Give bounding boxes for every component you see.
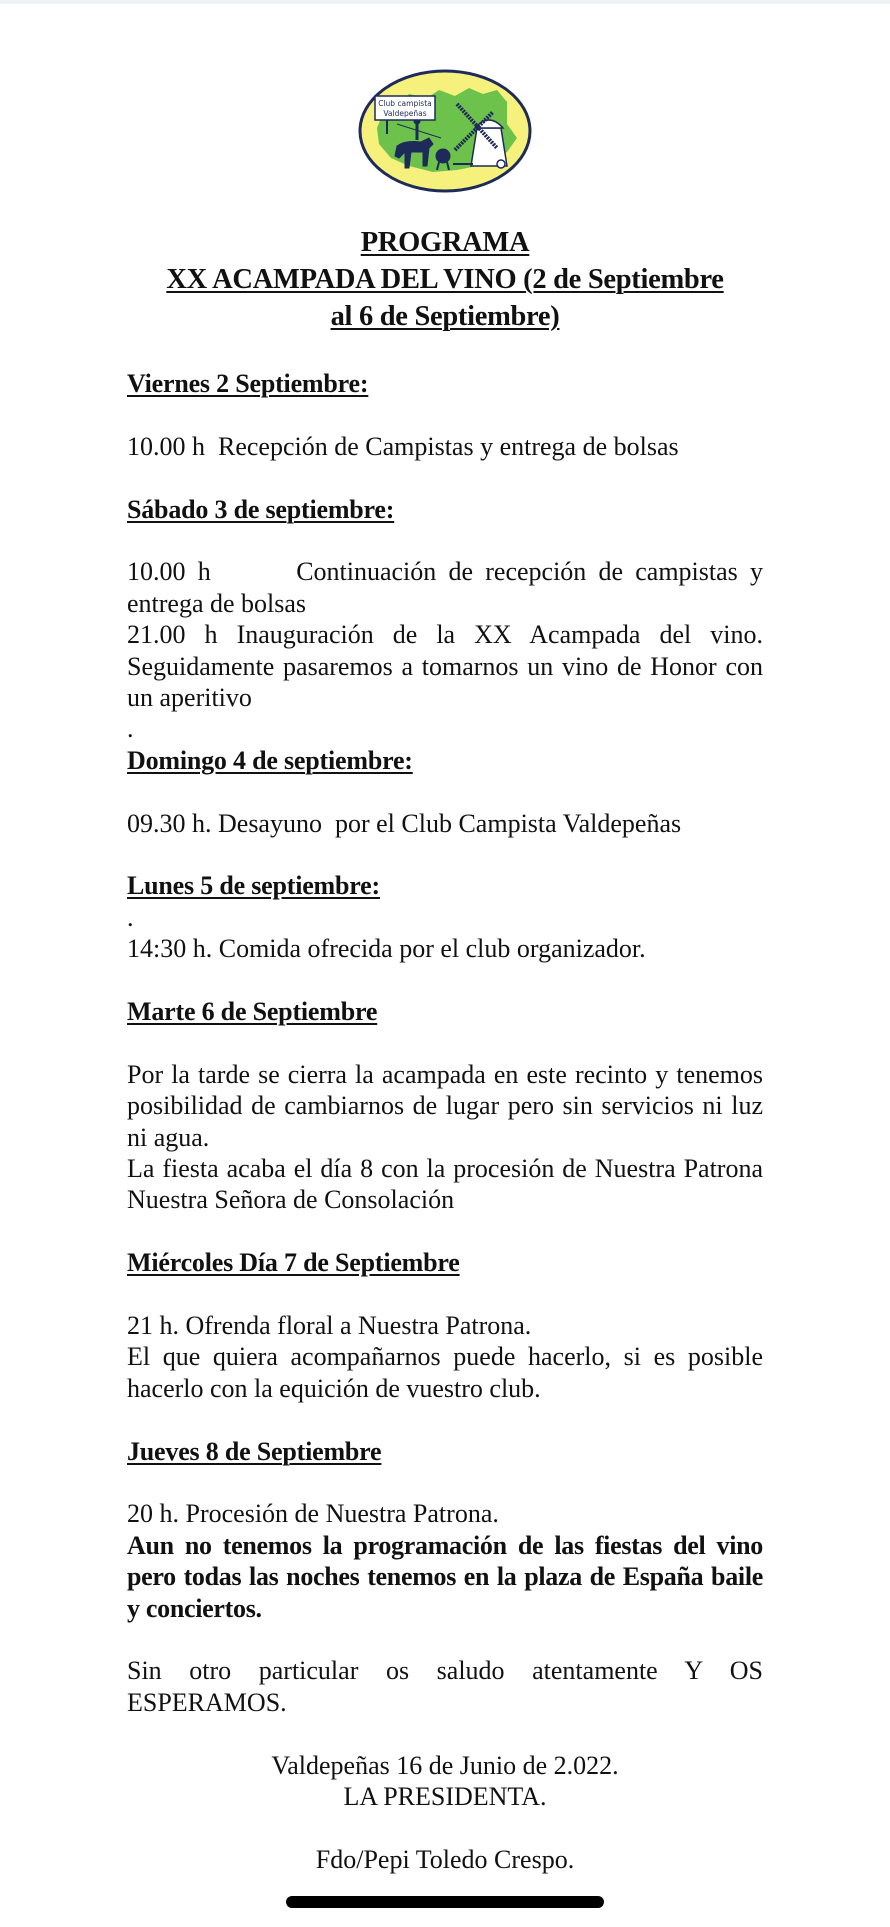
logo-sign-line2: Valdepeñas	[383, 109, 427, 118]
document-title	[100, 224, 790, 335]
signature-place-date: Valdepeñas 16 de Junio de 2.022.	[271, 1750, 619, 1780]
event-item: 21 h. Ofrenda floral a Nuestra Patrona.	[127, 1311, 532, 1341]
event-item: 20 h. Procesión de Nuestra Patrona.	[127, 1499, 499, 1529]
day-heading-domingo: Domingo 4 de septiembre:	[127, 745, 413, 775]
event-item: Por la tarde se cierra la acampada en este recinto y tenemos posibilidad de cambiarnos de lugar pero sin servicios ni luz ni agua.	[127, 1059, 763, 1152]
event-item: El que quiera acompañarnos puede hacerlo, si es posible hacerlo con la equición de vuestro club.	[127, 1342, 763, 1403]
closing-text: Sin otro particular os saludo atentamente Y OS ESPERAMOS.	[127, 1656, 763, 1717]
title-line-3: al 6 de Septiembre)	[330, 301, 560, 332]
event-item: 10.00 h Recepción de Campistas y entrega de bolsas	[127, 431, 679, 461]
day-heading-jueves: Jueves 8 de Septiembre	[127, 1436, 382, 1466]
event-item: La fiesta acaba el día 8 con la procesión de Nuestra Patrona Nuestra Señora de Consolación	[127, 1154, 763, 1215]
signature-role: LA PRESIDENTA.	[343, 1782, 547, 1812]
status-bar-strip	[0, 0, 890, 4]
event-item: 10.00 h Continuación de recepción de campistas y entrega de bolsas	[127, 557, 770, 618]
event-item: 14:30 h. Comida ofrecida por el club organizador.	[127, 934, 646, 964]
day-heading-miercoles: Miércoles Día 7 de Septiembre	[127, 1248, 460, 1278]
day-heading-sabado: Sábado 3 de septiembre:	[127, 494, 395, 524]
bold-note: Aun no tenemos la programación de las fiestas del vino pero todas las noches tenemos en la plaza de España baile y conciertos.	[127, 1530, 763, 1623]
separator-dot: .	[127, 714, 134, 744]
title-line-2: XX ACAMPADA DEL VINO (2 de Septiembre	[166, 264, 724, 295]
program-body	[127, 368, 770, 1875]
event-item: 09.30 h. Desayuno por el Club Campista Valdepeñas	[127, 808, 682, 838]
signature-name: Fdo/Pepi Toledo Crespo.	[315, 1844, 575, 1874]
title-line-1: PROGRAMA	[360, 227, 530, 258]
day-heading-viernes: Viernes 2 Septiembre:	[127, 369, 369, 398]
logo-sign-line1: Club campista	[378, 99, 432, 108]
event-item: 21.00 h Inauguración de la XX Acampada del vino. Seguidamente pasaremos a tomarnos un vino de Honor con un aperitivo	[127, 620, 763, 713]
separator-dot: .	[127, 902, 134, 932]
day-heading-martes: Marte 6 de Septiembre	[127, 997, 378, 1027]
day-heading-lunes: Lunes 5 de septiembre:	[127, 871, 380, 901]
club-logo	[357, 68, 533, 194]
home-indicator[interactable]	[286, 1896, 604, 1908]
